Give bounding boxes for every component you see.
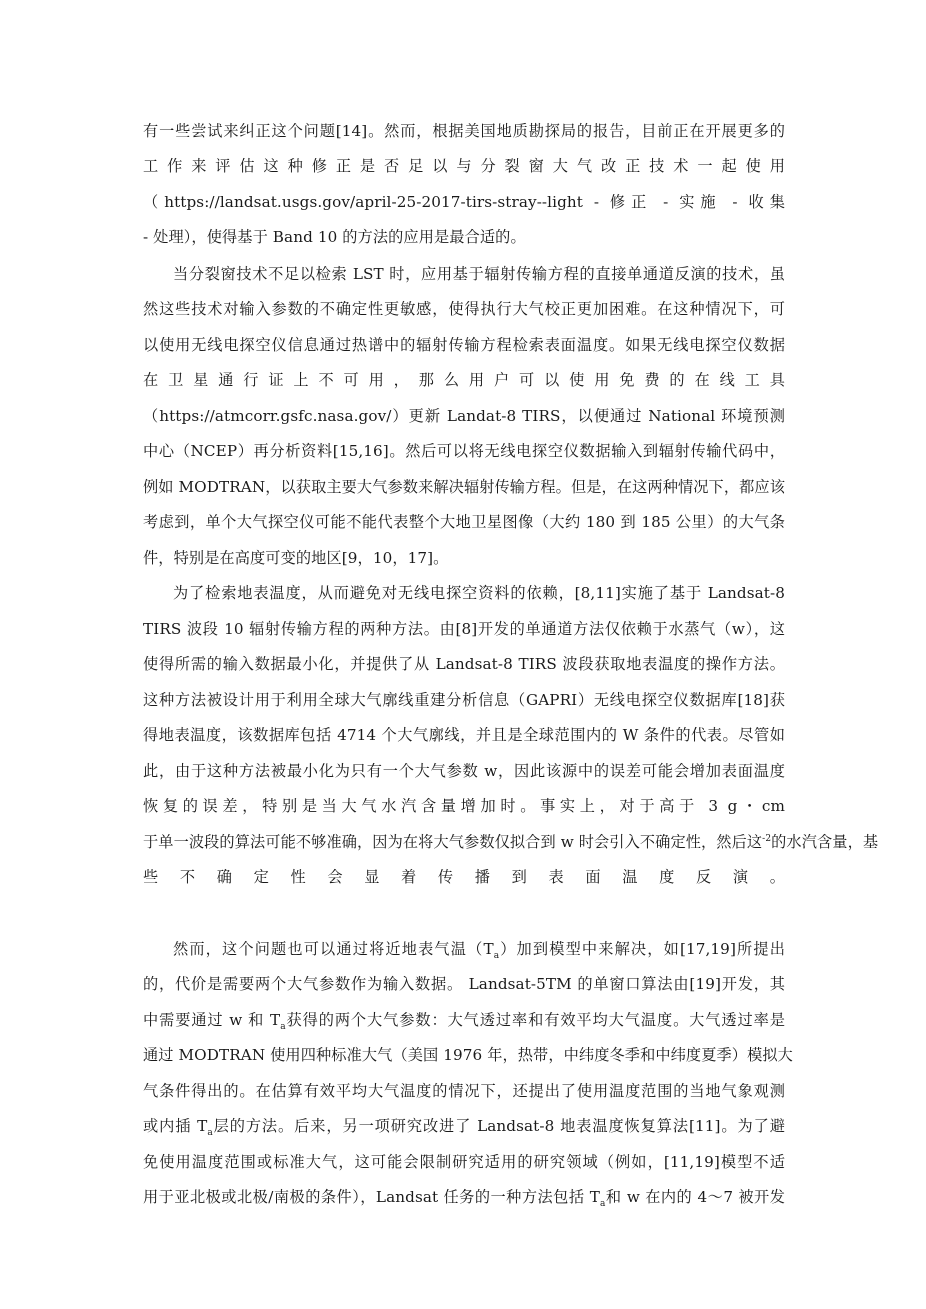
text-line: 此，由于这种方法被最小化为只有一个大气参数 w，因此该源中的误差可能会增加表面温度 [143, 762, 785, 780]
text-line: （https://landsat.usgs.gov/april-25-2017-tirs-stray--light - 修正 - 实施 - 收集 [143, 193, 785, 211]
text-line [143, 1187, 785, 1210]
text-line: 例如 MODTRAN，以获取主要大气参数来解决辐射传输方程。但是，在这两种情况下，都应该 [143, 478, 785, 496]
text-line: 使得所需的输入数据最小化，并提供了从 Landsat-8 TIRS 波段获取地表温度的操作方法。 [143, 655, 785, 673]
text-segment: 或内插 T [143, 1117, 208, 1135]
text-line: 考虑到，单个大气探空仪可能不能代表整个大地卫星图像（大约 180 到 185 公里）的大气条 [143, 513, 785, 531]
text-line: 件，特别是在高度可变的地区[9，10，17]。 [143, 549, 449, 567]
text-segment: ）加到模型中来解决，如[17,19]所提出 [499, 940, 785, 958]
text-line: 免使用温度范围或标准大气，这可能会限制研究适用的研究领域（例如，[11,19]模型不适 [143, 1153, 785, 1171]
text-line: 中心（NCEP）再分析资料[15,16]。然后可以将无线电探空仪数据输入到辐射传输代码中， [143, 442, 785, 460]
text-line: 通过 MODTRAN 使用四种标准大气（美国 1976 年，热带，中纬度冬季和中纬度夏季）模拟大 [143, 1046, 793, 1064]
text-segment: 的水汽含量，基 [771, 833, 879, 851]
text-line: 的，代价是需要两个大气参数作为输入数据。 Landsat-5TM 的单窗口算法由[19]开发，其 [143, 975, 785, 993]
text-line [143, 832, 879, 852]
text-line: 些不确定性会显着传播到表面温度反演。 [143, 868, 785, 886]
text-segment: 和 w 在内的 4～7 被开发 [605, 1188, 785, 1206]
text-segment: 层的方法。后来，另一项研究改进了 Landsat-8 地表温度恢复算法[11]。为了避 [212, 1117, 785, 1135]
text-line: 有一些尝试来纠正这个问题[14]。然而，根据美国地质勘探局的报告，目前正在开展更多的 [143, 122, 785, 140]
text-segment: 中需要通过 w 和 T [143, 1011, 281, 1029]
text-segment: 然而，这个问题也可以通过将近地表气温（T [173, 940, 494, 958]
text-line [143, 1116, 785, 1139]
text-line: 这种方法被设计用于利用全球大气廓线重建分析信息（GAPRI）无线电探空仪数据库[18]获 [143, 691, 785, 709]
subscript: a [280, 1022, 286, 1033]
text-segment: 于单一波段的算法可能不够准确，因为在将大气参数仅拟合到 w 时会引入不确定性，然后这 [143, 833, 763, 851]
text-segment: 用于亚北极或北极/南极的条件），Landsat 任务的一种方法包括 T [143, 1188, 601, 1206]
subscript: a [600, 1199, 606, 1210]
text-line: 然这些技术对输入参数的不确定性更敏感，使得执行大气校正更加困难。在这种情况下，可 [143, 300, 785, 318]
text-line: - 处理），使得基于 Band 10 的方法的应用是最合适的。 [143, 228, 526, 246]
text-line: 气条件得出的。在估算有效平均大气温度的情况下，还提出了使用温度范围的当地气象观测 [143, 1082, 785, 1100]
superscript: -2 [762, 833, 772, 844]
text-line: 得地表温度，该数据库包括 4714 个大气廓线，并且是全球范围内的 W 条件的代表。尽管如 [143, 726, 785, 744]
text-segment: 获得的两个大气参数：大气透过率和有效平均大气温度。大气透过率是 [285, 1011, 785, 1029]
text-line [143, 1010, 785, 1033]
text-line [173, 939, 785, 962]
text-line: TIRS 波段 10 辐射传输方程的两种方法。由[8]开发的单通道方法仅依赖于水蒸气（w），这 [143, 620, 785, 638]
text-line: 以使用无线电探空仪信息通过热谱中的辐射传输方程检索表面温度。如果无线电探空仪数据 [143, 336, 785, 354]
text-line: 在 卫 星 通 行 证 上 不 可 用 ， 那 么 用 户 可 以 使 用 免 费 的 在 线 工 具 [143, 371, 785, 389]
text-line: 为了检索地表温度，从而避免对无线电探空资料的依赖，[8,11]实施了基于 Landsat-8 [173, 584, 785, 602]
text-line: （https://atmcorr.gsfc.nasa.gov/）更新 Landat-8 TIRS，以便通过 National 环境预测 [143, 407, 785, 425]
text-line: 当分裂窗技术不足以检索 LST 时，应用基于辐射传输方程的直接单通道反演的技术，虽 [173, 265, 785, 283]
subscript: a [207, 1128, 213, 1139]
text-line: 工 作 来 评 估 这 种 修 正 是 否 足 以 与 分 裂 窗 大 气 改 正 技 术 一 起 使 用 [143, 157, 785, 175]
text-line: 恢复的误差，特别是当大气水汽含量增加时。事实上，对于高于 3 g・cm [143, 797, 785, 815]
subscript: a [493, 951, 500, 962]
